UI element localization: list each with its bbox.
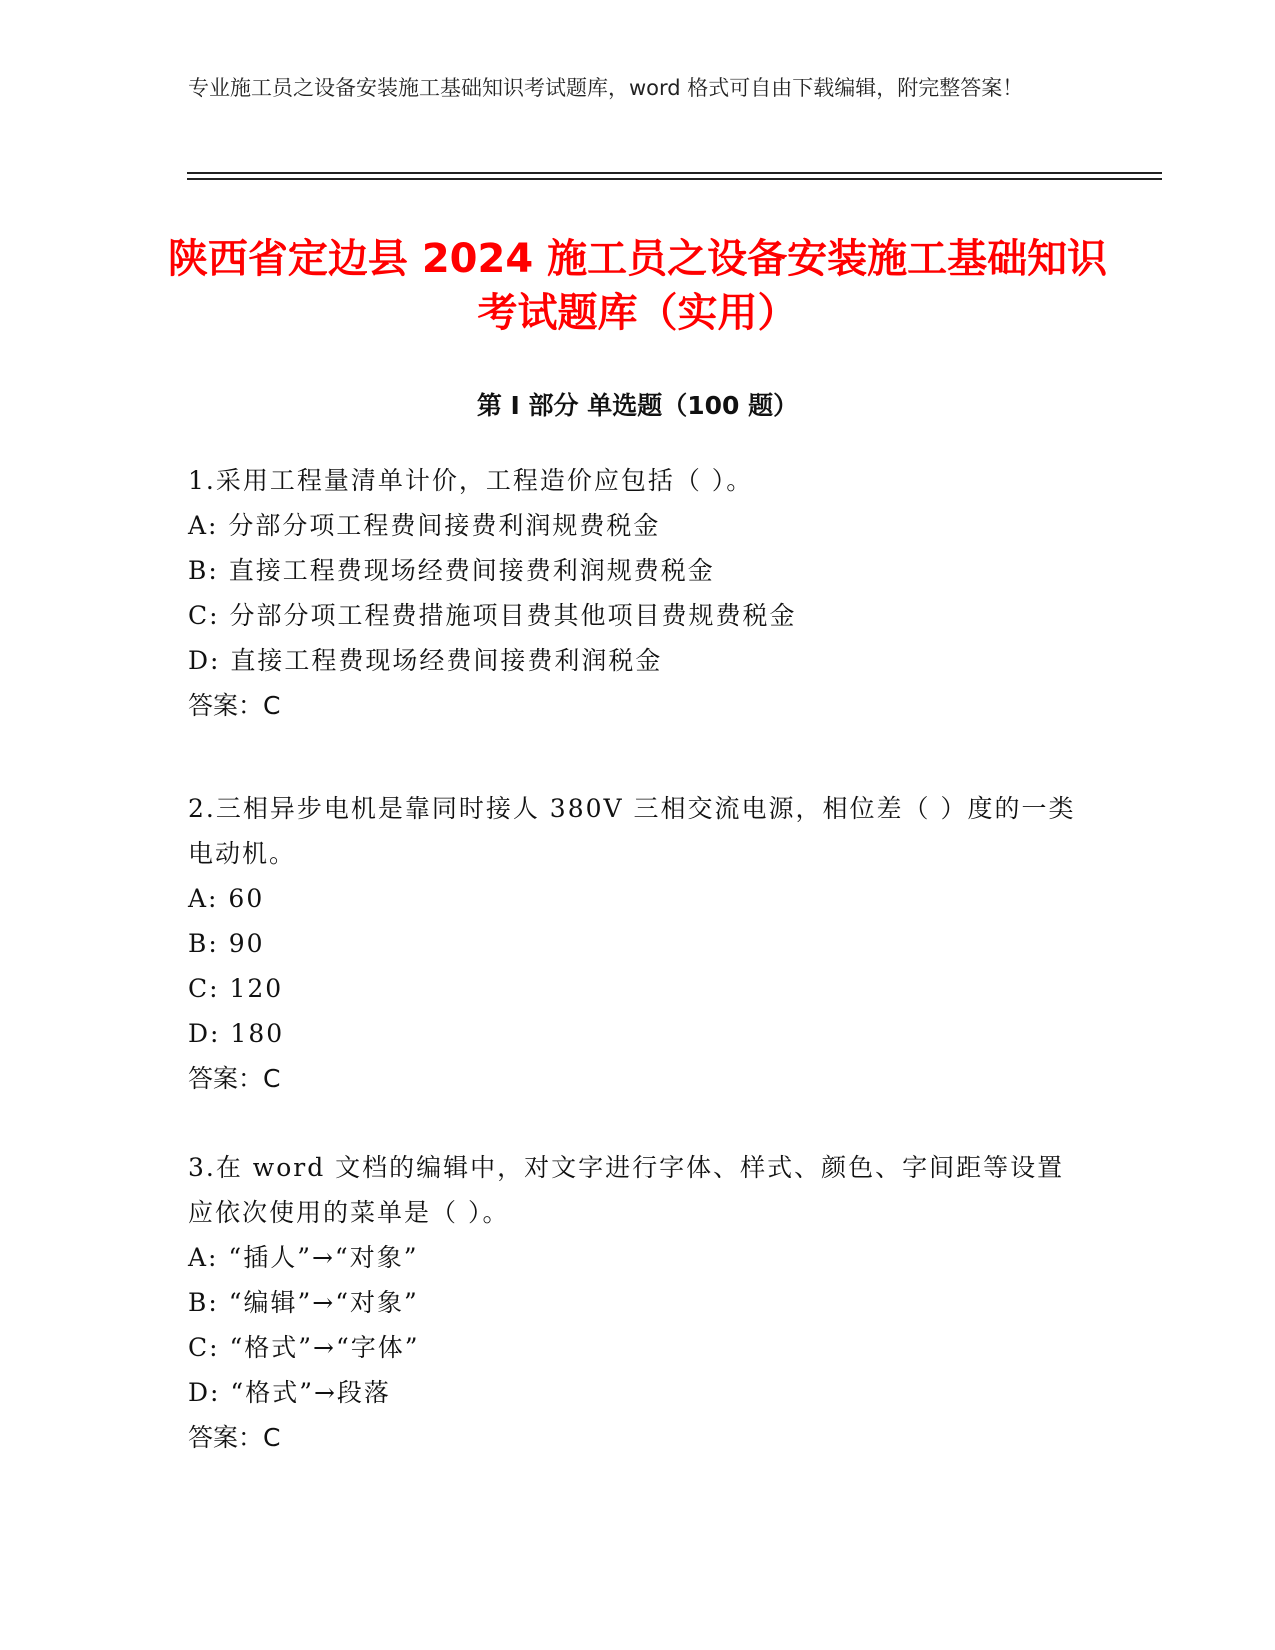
question-option-c: C: “格式”→“字体” <box>188 1333 420 1362</box>
header-divider-bottom <box>187 178 1162 180</box>
question-stem: 2.三相异步电机是靠同时接人 380V 三相交流电源，相位差（ ）度的一类电动机。 <box>188 794 1076 868</box>
document-title: 陕西省定边县 2024 施工员之设备安装施工基础知识考试题库（实用） <box>167 236 1108 336</box>
question-1 <box>188 458 1088 728</box>
question-option-b: B: 直接工程费现场经费间接费利润规费税金 <box>188 556 715 585</box>
question-answer: 答案：C <box>188 691 281 720</box>
question-option-b: B: 90 <box>188 929 265 958</box>
question-option-c: C: 分部分项工程费措施项目费其他项目费规费税金 <box>188 601 797 630</box>
question-option-b: B: “编辑”→“对象” <box>188 1288 419 1317</box>
question-option-c: C: 120 <box>188 974 284 1003</box>
question-option-d: D: 直接工程费现场经费间接费利润税金 <box>188 646 663 675</box>
question-2 <box>188 786 1088 1101</box>
question-answer: 答案：C <box>188 1423 281 1452</box>
question-answer: 答案：C <box>188 1064 281 1093</box>
header-note: 专业施工员之设备安装施工基础知识考试题库，word 格式可自由下载编辑，附完整答案！ <box>188 76 1024 100</box>
question-option-d: D: 180 <box>188 1019 285 1048</box>
header-divider-top <box>187 172 1162 174</box>
question-stem: 1.采用工程量清单计价，工程造价应包括（ ）。 <box>188 466 754 495</box>
question-option-a: A: “插人”→“对象” <box>188 1243 419 1272</box>
section-heading: 第 I 部分 单选题（100 题） <box>476 391 799 420</box>
question-option-d: D: “格式”→段落 <box>188 1378 391 1407</box>
question-option-a: A: 60 <box>188 884 265 913</box>
question-option-a: A: 分部分项工程费间接费利润规费税金 <box>188 511 661 540</box>
question-3 <box>188 1145 1088 1460</box>
question-stem: 3.在 word 文档的编辑中，对文字进行字体、样式、颜色、字间距等设置应依次使用的菜单是（ ）。 <box>188 1153 1065 1227</box>
